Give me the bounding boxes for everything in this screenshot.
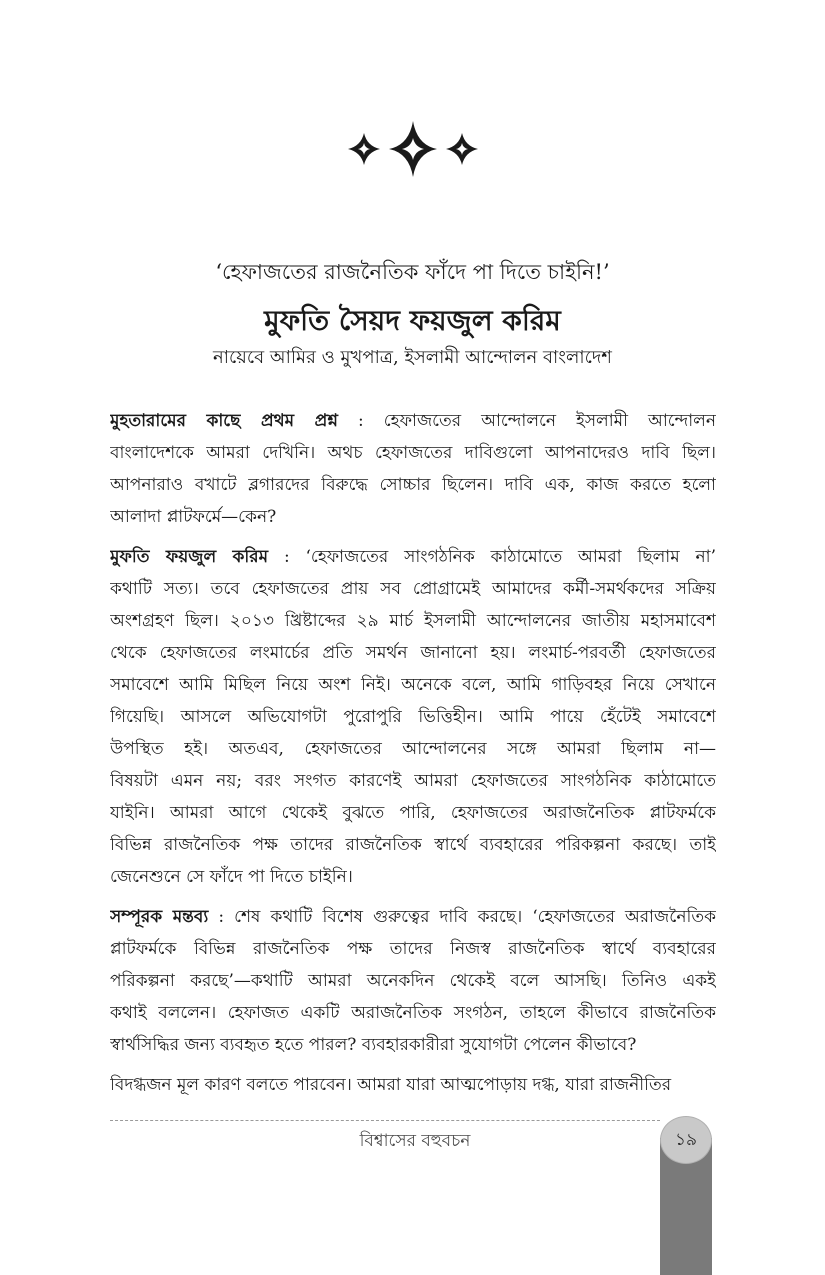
paragraph [110, 405, 716, 533]
line-text: উপস্থিত হই। অতএব, হেফাজতের আন্দোলনের সঙ্গে আমরা ছিলাম না— [110, 739, 716, 759]
line-text: স্বার্থসিদ্ধির জন্য ব্যবহৃত হতে পারল? ব্যবহারকারীরা সুযোগটা পেলেন কীভাবে? [110, 1035, 637, 1055]
article-body [110, 405, 716, 1109]
paragraph [110, 541, 716, 893]
text-line [110, 933, 716, 965]
line-text: যাইনি। আমরা আগে থেকেই বুঝতে পারি, হেফাজতের অরাজনৈতিক প্লাটফর্মকে [110, 803, 716, 823]
interviewee-designation: নায়েবে আমির ও মুখপাত্র, ইসলামী আন্দোলন বাংলাদেশ [213, 347, 612, 368]
text-line [110, 605, 716, 637]
line-text: পরিকল্পনা করছে’—কথাটি আমরা অনেকদিন থেকেই বলে আসছি। তিনিও একই [110, 971, 716, 991]
text-line [110, 437, 716, 469]
line-text: কথাটি সত্য। তবে হেফাজতের প্রায় সব প্রোগ্রামেই আমাদের কর্মী-সমর্থকদের সক্রিয় [110, 579, 716, 599]
text-line [110, 1029, 716, 1061]
text-line [110, 797, 716, 829]
line-text: অংশগ্রহণ ছিল। ২০১৩ খ্রিষ্টাব্দের ২৯ মার্চ ইসলামী আন্দোলনের জাতীয় মহাসমাবেশ [110, 611, 716, 631]
line-text: বিষয়টা এমন নয়; বরং সংগত কারণেই আমরা হেফাজতের সাংগঠনিক কাঠামোতে [110, 771, 716, 791]
text-line [110, 541, 716, 573]
paragraph [110, 901, 716, 1061]
text-line [110, 829, 716, 861]
text-line [110, 901, 716, 933]
line-text: থেকে হেফাজতের লংমার্চের প্রতি সমর্থন জানানো হয়। লংমার্চ-পরবর্তী হেফাজতের [110, 643, 716, 663]
line-text: প্লাটফর্মকে বিভিন্ন রাজনৈতিক পক্ষ তাদের নিজস্ব রাজনৈতিক স্বার্থে ব্যবহারের [110, 939, 716, 959]
line-text: বিদগ্ধজন মূল কারণ বলতে পারবেন। আমরা যারা আত্মপোড়ায় দগ্ধ, যারা রাজনীতির [110, 1075, 672, 1095]
text-line [110, 1069, 716, 1101]
speaker-label: মুফতি ফয়জুল করিম [110, 547, 269, 567]
line-text: সমাবেশে আমি মিছিল নিয়ে অংশ নিই। অনেকে বলে, আমি গাড়িবহর নিয়ে সেখানে [110, 675, 716, 695]
line-text: : হেফাজতের আন্দোলনে ইসলামী আন্দোলন [338, 411, 716, 431]
text-line [110, 733, 716, 765]
line-text: গিয়েছি। আসলে অভিযোগটা পুরোপুরি ভিত্তিহীন। আমি পায়ে হেঁটেই সমাবেশে [110, 707, 716, 727]
speaker-label: সম্পূরক মন্তব্য [110, 907, 209, 927]
page-number: ১৯ [660, 1116, 712, 1164]
line-text: জেনেশুনে সে ফাঁদে পা দিতে চাইনি। [110, 867, 353, 887]
text-line [110, 669, 716, 701]
text-line [110, 861, 716, 893]
text-line [110, 573, 716, 605]
text-line [110, 765, 716, 797]
text-line [110, 965, 716, 997]
text-line [110, 405, 716, 437]
article-quote-title: ‘হেফাজতের রাজনৈতিক ফাঁদে পা দিতে চাইনি!’ [215, 260, 610, 284]
text-line [110, 501, 716, 533]
speaker-label: মুহতারামের কাছে প্রথম প্রশ্ন [110, 411, 339, 431]
decorative-ornament-icon [342, 118, 484, 180]
text-line [110, 701, 716, 733]
text-line [110, 637, 716, 669]
line-text: : শেষ কথাটি বিশেষ গুরুত্বের দাবি করছে। ‘হেফাজতের অরাজনৈতিক [208, 907, 716, 927]
line-text: বাংলাদেশকে আমরা দেখিনি। অথচ হেফাজতের দাবিগুলো আপনাদেরও দাবি ছিল। [110, 443, 716, 463]
interviewee-name: মুফতি সৈয়দ ফয়জুল করিম [264, 304, 561, 337]
line-text: : ‘হেফাজতের সাংগঠনিক কাঠামোতে আমরা ছিলাম না’ [268, 547, 716, 567]
line-text: বিভিন্ন রাজনৈতিক পক্ষ তাদের রাজনৈতিক স্বার্থে ব্যবহারের পরিকল্পনা করছে। তাই [110, 835, 716, 855]
line-text: কথাই বললেন। হেফাজত একটি অরাজনৈতিক সংগঠন, তাহলে কীভাবে রাজনৈতিক [110, 1003, 716, 1023]
footer-divider [110, 1120, 660, 1121]
footer-book-title: বিশ্বাসের বহুবচন [359, 1131, 471, 1151]
text-line [110, 997, 716, 1029]
text-line [110, 469, 716, 501]
line-text: আলাদা প্লাটফর্মে—কেন? [110, 507, 277, 527]
paragraph [110, 1069, 716, 1101]
line-text: আপনারাও বখাটে ব্লগারদের বিরুদ্ধে সোচ্চার ছিলেন। দাবি এক, কাজ করতে হলো [110, 475, 716, 495]
